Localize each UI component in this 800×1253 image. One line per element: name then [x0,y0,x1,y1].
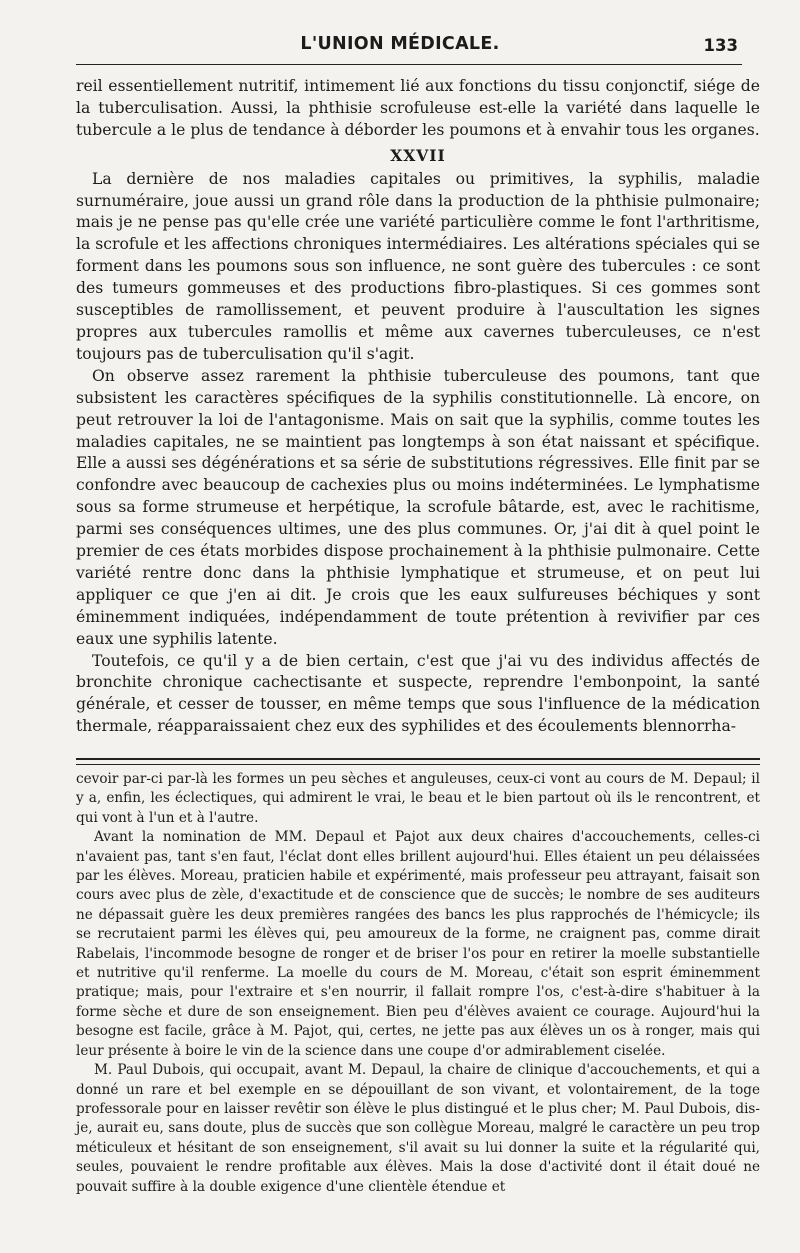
opening-paragraph: reil essentiellement nutritif, intimement lié aux fonctions du tissu conjonctif, siége de la tuberculisation. Aussi, la phthisie scrofuleuse est-elle la variété dans laquelle le tubercule a le plus de tendance à déborder les poumons et à envahir tous les organes. [76,77,760,139]
body-paragraph: Toutefois, ce qu'il y a de bien certain, c'est que j'ai vu des individus affectés de bronchite chronique cachectisante et suspecte, reprendre l'embonpoint, la santé générale, et cesser de tousser, en même temps que sous l'influence de la médication thermale, réapparaissaient chez eux des syphilides et des écoulements blennorrha- [76,651,760,736]
journal-title: L'UNION MÉDICALE. [300,34,500,54]
footnote-column [76,770,760,1197]
body-paragraph: On observe assez rarement la phthisie tuberculeuse des poumons, tant que subsistent les caractères spécifiques de la syphilis constitutionnelle. Là encore, on peut retrouver la loi de l'antagonisme. Mais on sait que la syphilis, comme toutes les maladies capitales, ne se maintient pas longtemps à son état naissant et spécifique. Elle a aussi ses dégénérations et sa série de substitutions régressives. Elle finit par se confondre avec beaucoup de cachexies plus ou moins indéterminées. Le lymphatisme sous sa forme strumeuse et herpétique, la scrofule bâtarde, est, avec le rachitisme, parmi ses conséquences ultimes, une des plus communes. Or, j'ai dit à quel point le premier de ces états morbides dispose prochainement à la phthisie pulmonaire. Cette variété rentre donc dans la phthisie lymphatique et strumeuse, et on peut lui appliquer ce que j'en ai dit. Je crois que les eaux sulfureuses béchiques y sont éminemment indiquées, indépendamment de toute prétention à revivifier par ces eaux une syphilis latente. [76,366,760,648]
footnote-paragraph: Avant la nomination de MM. Depaul et Pajot aux deux chaires d'accouchements, celles-ci n'avaient pas, tant s'en faut, l'éclat dont elles brillent aujourd'hui. Elles étaient un peu délaissées par les élèves. Moreau, praticien habile et expérimenté, mais professeur peu attrayant, faisait son cours avec plus de zèle, d'exactitude et de conscience que de succès; le nombre de ses auditeurs ne dépassait guère les deux premières rangées des bancs les plus rapprochés de l'hémicycle; ils se recrutaient parmi les élèves qui, peu amoureux de la forme, ne craignent pas, comme dirait Rabelais, l'incommode besogne de ronger et de briser l'os pour en retirer la moelle substantielle et nutritive qu'il renferme. La moelle du cours de M. Moreau, c'était son esprit éminemment pratique; mais, pour l'extraire et s'en nourrir, il fallait rompre l'os, c'est-à-dire s'habituer à la forme sèche et dure de son enseignement. Bien peu d'élèves avaient ce courage. Aujourd'hui la besogne est facile, grâce à M. Pajot, qui, certes, ne jette pas aux élèves un os à ronger, mais qui leur présente à boire le vin de la science dans une coupe d'or admirablement ciselée. [76,829,760,1059]
page-number: 133 [703,36,738,55]
footnote-paragraph: M. Paul Dubois, qui occupait, avant M. Depaul, la chaire de clinique d'accouchements, et qui a donné un rare et bel exemple en se dépouillant de son vivant, et volontairement, de la toge professorale pour en laisser revêtir son élève le plus distingué et le plus cher; M. Paul Dubois, dis-je, aurait eu, sans doute, plus de succès que son collègue Moreau, malgré le caractère un peu trop méticuleux et hésitant de son enseignement, s'il avait su lui donner la suite et la régularité qui, seules, pouvaient le rendre profitable aux élèves. Mais la dose d'activité dont il était doué ne pouvait suffire à la double exigence d'une clientèle étendue et [76,1062,760,1195]
section-heading: XXVII [390,145,446,165]
main-text [76,76,760,738]
footnote-paragraph: cevoir par-ci par-là les formes un peu sèches et anguleuses, ceux-ci vont au cours de M. Depaul; il y a, enfin, les éclectiques, qui admirent le vrai, le beau et le bien partout où ils le rencontrent, et qui vont à l'un et à l'autre. [76,771,760,826]
body-paragraph: La dernière de nos maladies capitales ou primitives, la syphilis, maladie surnuméraire, joue aussi un grand rôle dans la production de la phthisie pulmonaire; mais je ne pense pas qu'elle crée une variété particulière comme le font l'arthritisme, la scrofule et les affections chroniques intermédiaires. Les altérations spéciales qui se forment dans les poumons sous son influence, ne sont guère des tubercules : ce sont des tumeurs gommeuses et des productions fibro-plastiques. Si ces gommes sont susceptibles de ramollissement, et peuvent produire à l'auscultation les signes propres aux tubercules ramollis et même aux cavernes tuberculeuses, ce n'est toujours pas de tuberculisation qu'il s'agit. [76,169,760,363]
header-rule [76,64,742,65]
footnote-divider [76,758,760,765]
running-header [0,28,800,62]
